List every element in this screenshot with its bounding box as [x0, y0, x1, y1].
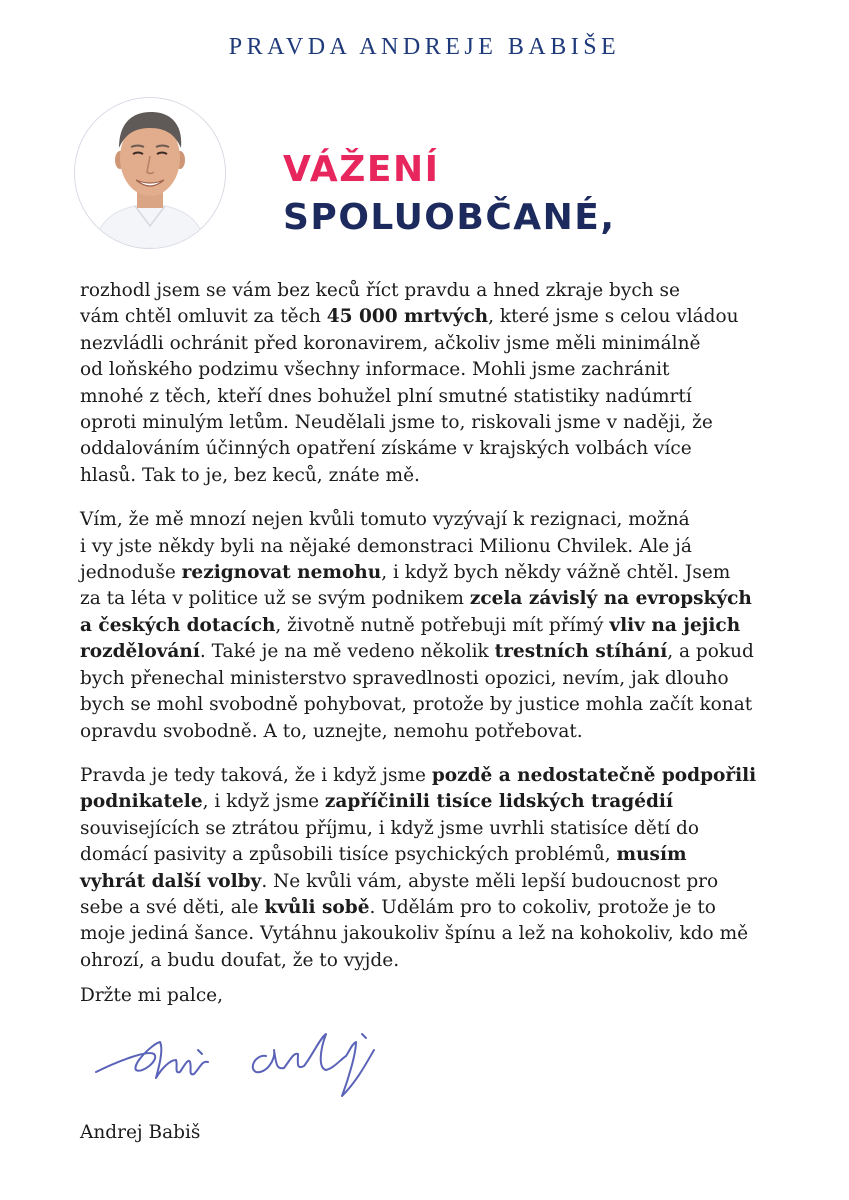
- letter-paragraph: [80, 278, 780, 489]
- greeting-line-1: VÁŽENÍ: [283, 149, 440, 190]
- text-segment: , a pokud: [667, 641, 754, 663]
- emphasized-text: zapříčinili tisíce lidských tragédií: [324, 791, 673, 813]
- letter-line: [80, 278, 780, 304]
- letter-line: [80, 507, 780, 533]
- emphasized-text: trestních stíhání: [494, 641, 668, 663]
- emphasized-text: vliv na jejich: [609, 614, 741, 636]
- text-segment: . Také je na mě vedeno několik: [199, 641, 495, 663]
- text-segment: , i když bych někdy vážně chtěl. Jsem: [381, 562, 731, 584]
- letter-line: [80, 789, 780, 815]
- portrait-photo: [74, 97, 226, 249]
- handwritten-signature: [90, 1020, 390, 1100]
- letter-line: [80, 816, 780, 842]
- text-segment: . Udělám pro to cokoliv, protože je to: [369, 896, 716, 918]
- letter-line: [80, 384, 780, 410]
- text-segment: opravdu svobodně. A to, uznejte, nemohu potřebovat.: [80, 720, 583, 742]
- letter-line: [80, 304, 780, 330]
- letter-line: [80, 331, 780, 357]
- signer-name: Andrej Babiš: [80, 1122, 201, 1143]
- letter-line: [80, 948, 780, 974]
- text-segment: Vím, že mě mnozí nejen kvůli tomuto vyzývají k rezignaci, možná: [80, 509, 690, 531]
- letter-line: [80, 463, 780, 489]
- emphasized-text: a českých dotacích: [80, 614, 276, 636]
- greeting-heading: [283, 146, 616, 242]
- emphasized-text: 45 000 mrtvých: [326, 306, 489, 328]
- letter-line: [80, 586, 780, 612]
- letter-line: [80, 666, 780, 692]
- text-segment: jednoduše: [80, 562, 182, 584]
- text-segment: , i když jsme: [202, 791, 325, 813]
- text-segment: rozhodl jsem se vám bez keců říct pravdu a hned zkraje bych se: [80, 280, 680, 301]
- text-segment: . Ne kvůli vám, abyste měli lepší budoucnost pro: [261, 870, 719, 892]
- text-segment: oproti minulým letům. Neudělali jsme to, riskovali jsme v naději, že: [80, 412, 713, 434]
- masthead-title: PRAVDA ANDREJE BABIŠE: [228, 34, 621, 60]
- emphasized-text: musím: [616, 844, 687, 866]
- signature-image: [90, 1020, 390, 1100]
- text-segment: ohrozí, a budu doufat, že to vyjde.: [80, 949, 400, 971]
- emphasized-text: vyhrát další volby: [80, 870, 262, 892]
- letter-line: [80, 410, 780, 436]
- text-segment: sebe a své děti, ale: [80, 896, 265, 918]
- letter-line: [80, 436, 780, 462]
- letter-line: [80, 692, 780, 718]
- text-segment: , které jsme s celou vládou: [488, 306, 739, 328]
- letter-line: [80, 613, 780, 639]
- emphasized-text: rozdělování: [80, 641, 200, 663]
- letter-line: [80, 763, 780, 789]
- text-segment: souvisejících se ztrátou příjmu, i když jsme uvrhli statisíce dětí do: [80, 817, 700, 839]
- emphasized-text: kvůli sobě: [264, 896, 370, 918]
- greeting-line-2: SPOLUOBČANÉ,: [283, 197, 616, 238]
- text-segment: od loňského podzimu všechny informace. Mohli jsme zachránit: [80, 359, 670, 381]
- text-segment: , životně nutně potřebuji mít přímý: [275, 614, 610, 636]
- letter-line: [80, 534, 780, 560]
- text-segment: moje jediná šance. Vytáhnu jakoukoliv špínu a lež na kohokoliv, kdo mě: [80, 923, 749, 945]
- portrait-illustration: [75, 98, 225, 248]
- letter-paragraph: [80, 763, 780, 974]
- letter-line: [80, 639, 780, 665]
- text-segment: nezvládli ochránit před koronavirem, ačkoliv jsme měli minimálně: [80, 332, 701, 354]
- text-segment: hlasů. Tak to je, bez keců, znáte mě.: [80, 464, 420, 486]
- letter-body: [80, 278, 780, 992]
- text-segment: vám chtěl omluvit za těch: [80, 306, 327, 328]
- letter-line: [80, 921, 780, 947]
- sign-off: Držte mi palce,: [80, 985, 224, 1006]
- text-segment: bych přenechal ministerstvo spravedlnosti opozici, nevím, jak dlouho: [80, 667, 729, 689]
- text-segment: domácí pasivity a způsobili tisíce psychických problémů,: [80, 844, 617, 866]
- letter-line: [80, 719, 780, 745]
- text-segment: bych se mohl svobodně pohybovat, protože by justice mohla začít konat: [80, 694, 753, 716]
- emphasized-text: pozdě a nedostatečně podpořili: [431, 764, 757, 786]
- letter-line: [80, 842, 780, 868]
- text-segment: i vy jste někdy byli na nějaké demonstraci Milionu Chvilek. Ale já: [80, 535, 692, 557]
- text-segment: oddalováním účinných opatření získáme v krajských volbách více: [80, 438, 692, 460]
- letter-paragraph: [80, 507, 780, 745]
- letter-line: [80, 895, 780, 921]
- text-segment: Pravda je tedy taková, že i když jsme: [80, 764, 432, 786]
- letter-line: [80, 869, 780, 895]
- emphasized-text: podnikatele: [80, 791, 203, 813]
- emphasized-text: zcela závislý na evropských: [469, 588, 752, 610]
- text-segment: mnohé z těch, kteří dnes bohužel plní smutné statistiky nadúmrtí: [80, 385, 692, 407]
- letter-line: [80, 560, 780, 586]
- text-segment: za ta léta v politice už se svým podnikem: [80, 588, 470, 610]
- emphasized-text: rezignovat nemohu: [181, 562, 382, 584]
- letter-line: [80, 357, 780, 383]
